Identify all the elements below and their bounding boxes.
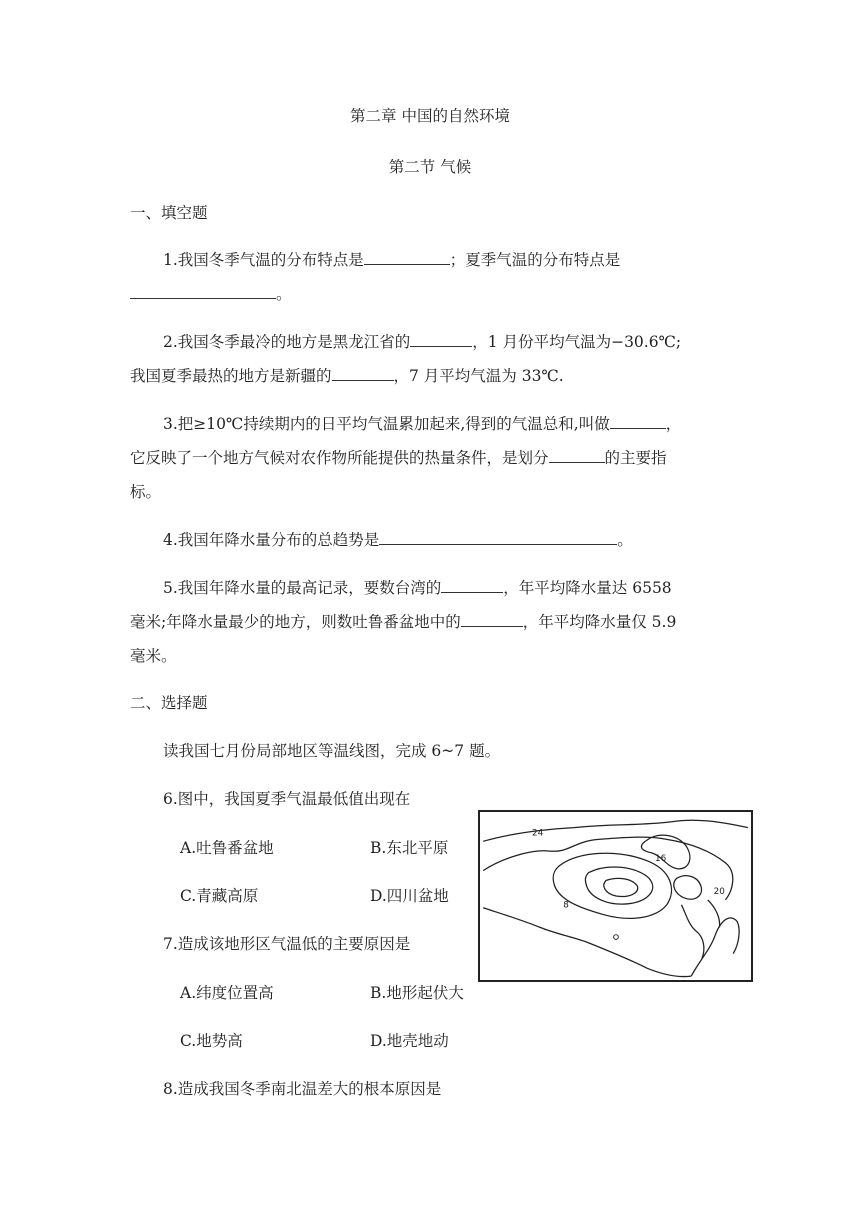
q6-stem: 6.图中，我国夏季气温最低值出现在 <box>163 790 411 808</box>
q7-option-a[interactable]: A.纬度位置高 <box>180 984 274 1002</box>
q4-text-a: 4.我国年降水量分布的总趋势是 <box>163 531 380 549</box>
q3-blank-1[interactable] <box>610 414 666 429</box>
river-line-2 <box>708 900 720 927</box>
coast-line <box>691 918 739 976</box>
isotherm-8 <box>553 853 671 918</box>
q3-text-c: 它反映了一个地方气候对农作物所能提供的热量条件，是划分 <box>130 449 549 467</box>
section-title: 第二节 气候 <box>388 158 472 176</box>
q7-stem: 7.造成该地形区气温低的主要原因是 <box>163 935 411 953</box>
label-8: 8 <box>563 900 569 911</box>
part2-heading: 二、选择题 <box>130 694 208 712</box>
q5-text-c: 毫米;年降水量最少的地方，则数吐鲁番盆地中的 <box>130 613 461 631</box>
intro-text: 读我国七月份局部地区等温线图，完成 6~7 题。 <box>163 742 501 760</box>
q5-line1 <box>163 578 672 598</box>
q3-blank-2[interactable] <box>549 448 605 463</box>
q5-line2 <box>130 612 676 632</box>
q1-blank-2[interactable] <box>130 284 276 299</box>
q5-line3: 毫米。 <box>130 647 177 665</box>
q6-option-b[interactable]: B.东北平原 <box>370 839 449 857</box>
basin-loop <box>674 876 702 900</box>
q2-text-c: 我国夏季最热的地方是新疆的 <box>130 367 332 385</box>
q2-text-d: ，7 月平均气温为 33℃. <box>393 367 564 385</box>
q3-line3: 标。 <box>130 483 162 501</box>
q1-blank-1[interactable] <box>364 250 450 265</box>
label-20: 20 <box>713 887 725 898</box>
q5-text-b: ，年平均降水量达 6558 <box>503 579 672 597</box>
q4-text-b: 。 <box>617 531 633 549</box>
q5-blank-2[interactable] <box>461 612 523 627</box>
label-24: 24 <box>531 828 544 839</box>
q7-option-d[interactable]: D.地壳地动 <box>370 1032 449 1050</box>
isotherm-inner <box>585 867 652 904</box>
q6-option-d[interactable]: D.四川盆地 <box>370 887 449 905</box>
river-line <box>681 905 703 959</box>
isotherm-20 <box>483 837 733 900</box>
q3-text-b: ， <box>665 415 682 433</box>
q6-option-a[interactable]: A.吐鲁番盆地 <box>180 839 274 857</box>
q7-option-b[interactable]: B.地形起伏大 <box>370 984 464 1002</box>
q4-blank-1[interactable] <box>379 530 617 545</box>
q6-option-c[interactable]: C.青藏高原 <box>180 887 259 905</box>
q2-blank-1[interactable] <box>410 332 472 347</box>
q1-text-b: ；夏季气温的分布特点是 <box>449 251 621 269</box>
q3-text-d: 的主要指 <box>604 449 667 467</box>
q1-text-c: 。 <box>276 285 292 303</box>
q2-line1 <box>163 332 681 352</box>
q3-line2 <box>130 448 667 468</box>
q7-option-c[interactable]: C.地势高 <box>180 1032 243 1050</box>
chapter-title: 第二章 中国的自然环境 <box>350 107 510 125</box>
q3-line1 <box>163 414 681 434</box>
isotherm-inner-2 <box>604 878 638 896</box>
q8-stem: 8.造成我国冬季南北温差大的根本原因是 <box>163 1080 442 1098</box>
q5-blank-1[interactable] <box>441 578 503 593</box>
q3-text-a: 3.把≥10℃持续期内的日平均气温累加起来,得到的气温总和,叫做 <box>163 415 610 433</box>
part1-heading: 一、填空题 <box>130 204 208 222</box>
q2-blank-2[interactable] <box>332 366 394 381</box>
point-marker <box>614 935 619 940</box>
border-line <box>483 908 691 977</box>
label-16: 16 <box>655 853 667 864</box>
q1-line1 <box>163 250 620 270</box>
isotherm-map <box>478 810 753 982</box>
q2-text-a: 2.我国冬季最冷的地方是黑龙江省的 <box>163 333 411 351</box>
q5-text-d: ，年平均降水量仅 5.9 <box>522 613 677 631</box>
q5-text-a: 5.我国年降水量的最高记录，要数台湾的 <box>163 579 442 597</box>
q2-text-b: ，1 月份平均气温为−30.6℃; <box>472 333 682 351</box>
q4-line1 <box>163 530 633 550</box>
q1-text-a: 1.我国冬季气温的分布特点是 <box>163 251 364 269</box>
q1-line2 <box>130 284 292 304</box>
q2-line2 <box>130 366 564 386</box>
